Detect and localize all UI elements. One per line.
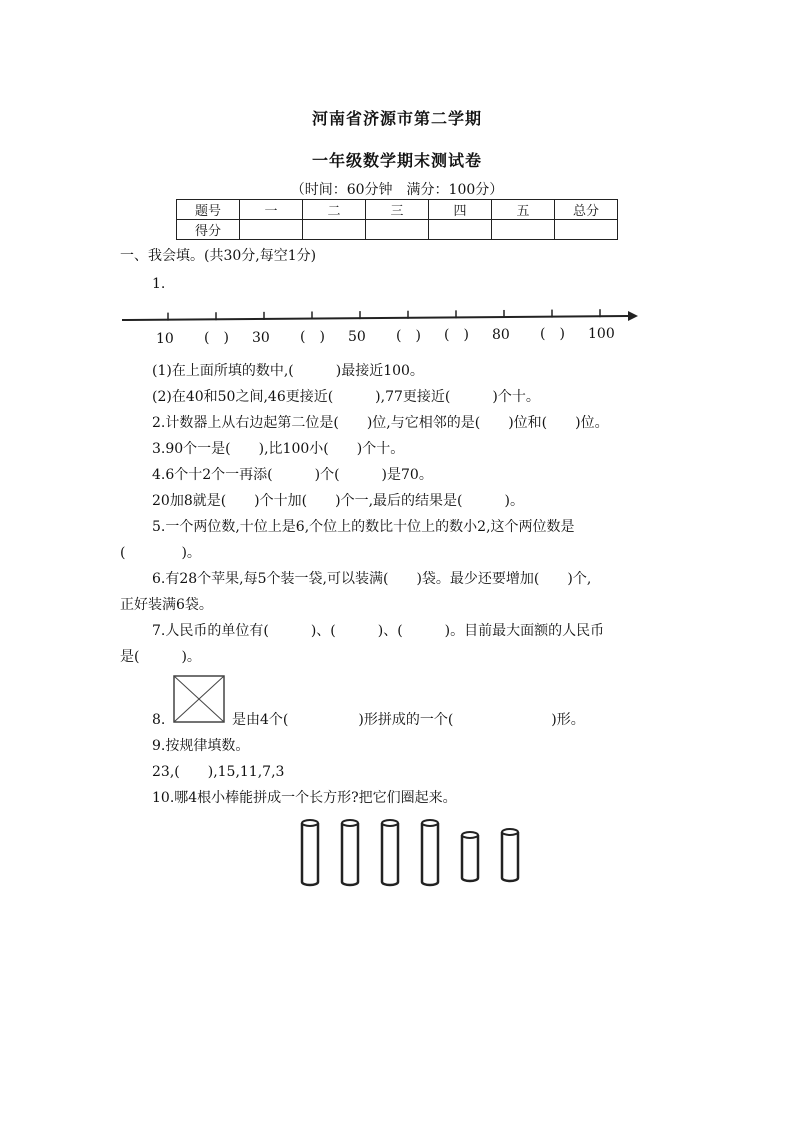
- q6-line1: 6.有28个苹果,每5个装一袋,可以装满( )袋。最少还要增加( )个,: [152, 571, 592, 587]
- number-line-label: 50: [348, 329, 366, 345]
- score-input-cell[interactable]: [555, 220, 618, 240]
- score-input-cell[interactable]: [240, 220, 303, 240]
- stick-icon[interactable]: [302, 820, 318, 885]
- score-input-cell[interactable]: [366, 220, 429, 240]
- stick-icon[interactable]: [382, 820, 398, 885]
- section-heading: 一、我会填。(共30分,每空1分): [120, 248, 317, 264]
- score-cell: 一: [240, 200, 303, 220]
- stick-icon[interactable]: [462, 832, 478, 881]
- exam-meta: （时间：60分钟 满分：100分）: [290, 182, 504, 198]
- q6-line2: 正好装满6袋。: [120, 597, 213, 613]
- q1-2: (2)在40和50之间,46更接近( ),77更接近( )个十。: [152, 389, 540, 405]
- number-line-label: 30: [252, 330, 270, 346]
- square-divided-figure: [173, 675, 225, 723]
- q9-sequence: 23,( ),15,11,7,3: [152, 764, 285, 780]
- score-cell: 总分: [555, 200, 618, 220]
- number-line-arrow: [628, 311, 638, 321]
- q4: 4.6个十2个一再添( )个( )是70。: [152, 467, 433, 483]
- q10: 10.哪4根小棒能拼成一个长方形?把它们圈起来。: [152, 790, 457, 806]
- score-input-cell[interactable]: [303, 220, 366, 240]
- stick-icon[interactable]: [502, 829, 518, 881]
- stick-icon[interactable]: [422, 820, 438, 885]
- q9: 9.按规律填数。: [152, 738, 250, 754]
- number-line-label[interactable]: ( ): [540, 326, 565, 342]
- score-table-score-row: [177, 220, 618, 240]
- score-cell: 四: [429, 200, 492, 220]
- q8-text: 是由4个( )形拼成的一个( )形。: [232, 712, 585, 728]
- q7-line2: 是( )。: [120, 649, 201, 665]
- exam-subtitle: 一年级数学期末测试卷: [311, 151, 482, 170]
- number-line-label: 100: [588, 326, 615, 342]
- score-table-header-row: [177, 200, 618, 220]
- number-line-label[interactable]: ( ): [444, 327, 469, 343]
- score-cell: 题号: [177, 200, 240, 220]
- q1-label: 1.: [152, 276, 166, 292]
- score-input-cell[interactable]: [492, 220, 555, 240]
- q2: 2.计数器上从右边起第二位是( )位,与它相邻的是( )位和( )位。: [152, 415, 609, 431]
- q5-line2: ( )。: [120, 545, 201, 561]
- score-input-cell[interactable]: [429, 220, 492, 240]
- score-cell: 五: [492, 200, 555, 220]
- number-line-label[interactable]: ( ): [396, 328, 421, 344]
- score-cell: 二: [303, 200, 366, 220]
- score-cell: 三: [366, 200, 429, 220]
- sticks-figure: [296, 818, 536, 888]
- number-line-label[interactable]: ( ): [300, 329, 325, 345]
- number-line-label: 10: [156, 331, 174, 347]
- q5-line1: 5.一个两位数,十位上是6,个位上的数比十位上的数小2,这个两位数是: [152, 519, 575, 535]
- q3: 3.90个一是( ),比100小( )个十。: [152, 441, 405, 457]
- number-line-label: 80: [492, 327, 510, 343]
- stick-icon[interactable]: [342, 820, 358, 885]
- q8-number: 8.: [152, 712, 166, 728]
- q1-1: (1)在上面所填的数中,( )最接近100。: [152, 363, 424, 379]
- score-table: [176, 199, 618, 240]
- q4-b: 20加8就是( )个十加( )个一,最后的结果是( )。: [152, 493, 524, 509]
- number-line-label[interactable]: ( ): [204, 330, 229, 346]
- q7-line1: 7.人民币的单位有( )、( )、( )。目前最大面额的人民币: [152, 623, 605, 639]
- score-cell: 得分: [177, 220, 240, 240]
- exam-title: 河南省济源市第二学期: [311, 109, 482, 128]
